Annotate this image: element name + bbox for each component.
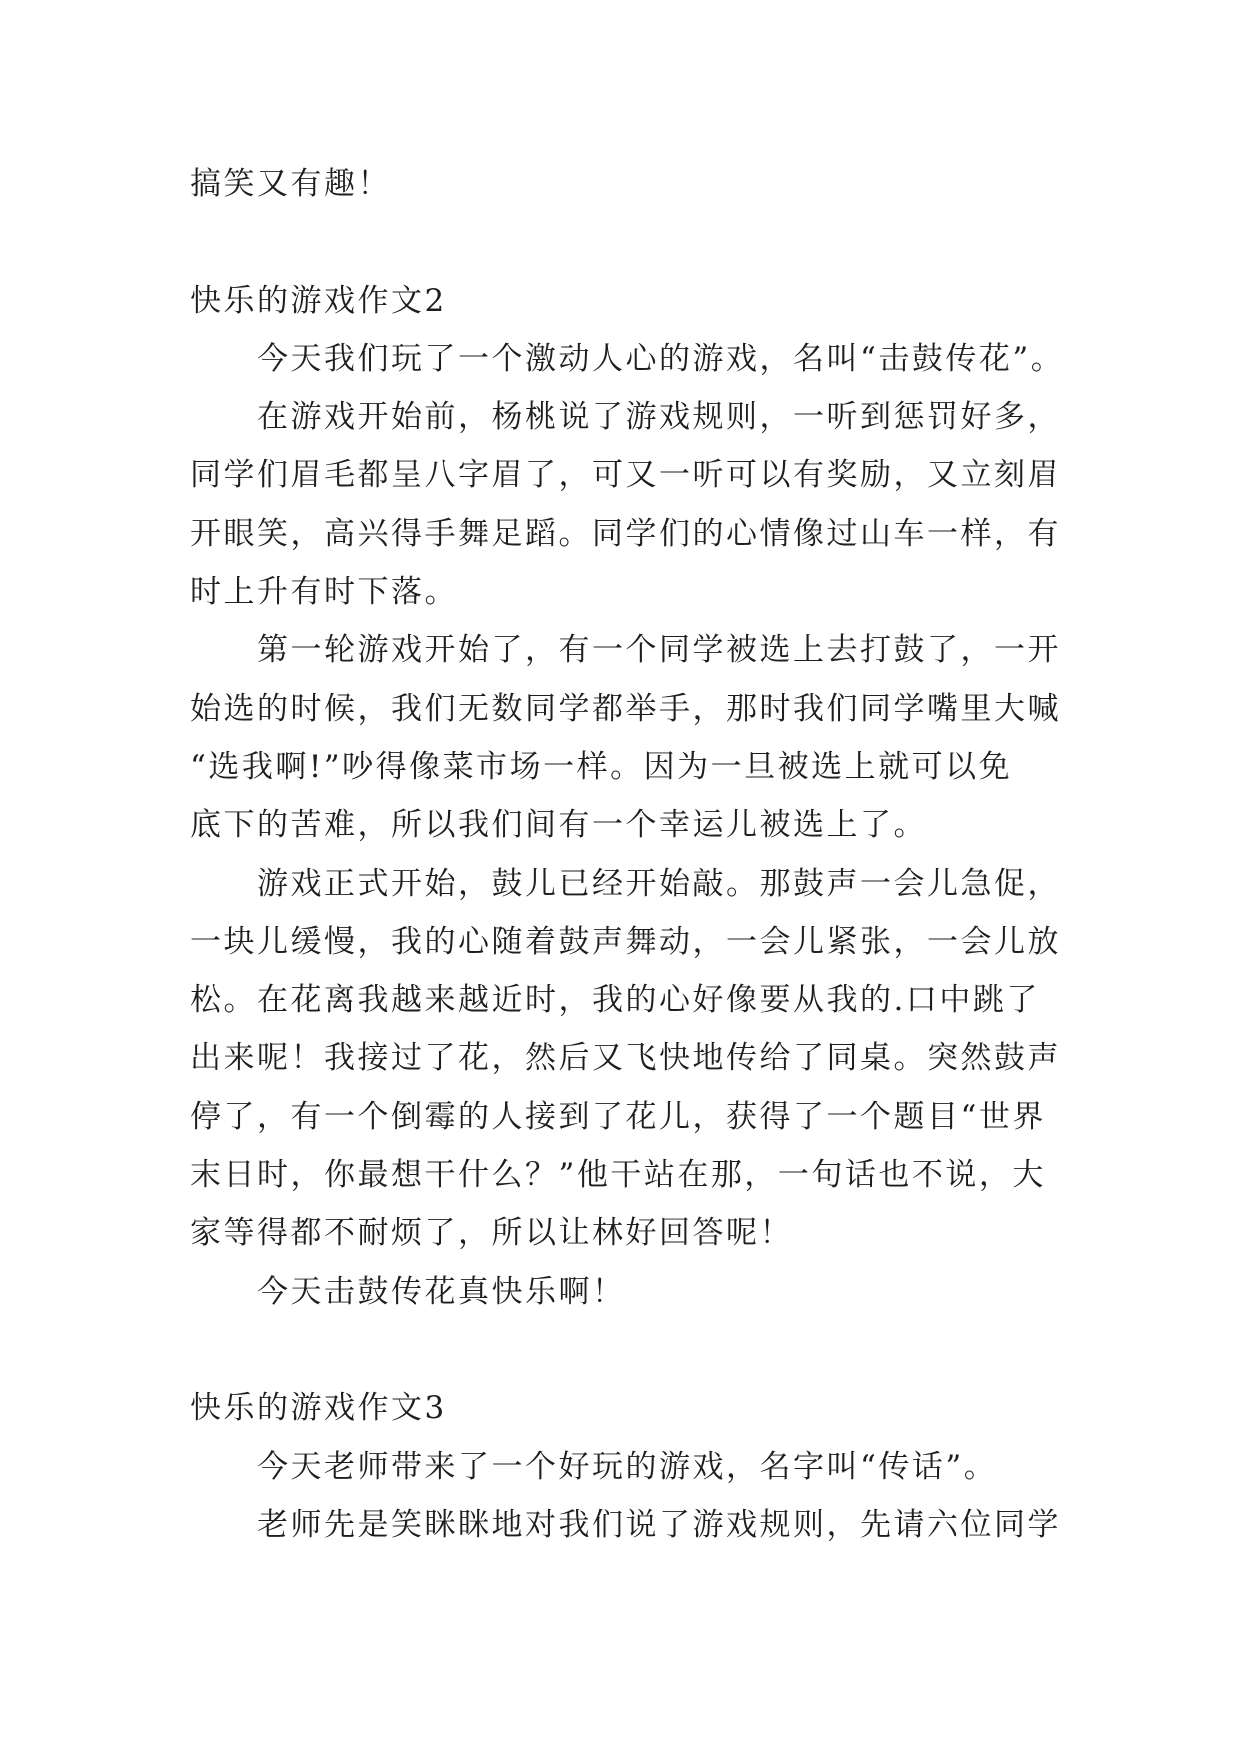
section-title: 快乐的游戏作文3 [190, 1390, 447, 1427]
section-title: 快乐的游戏作文2 [190, 282, 447, 319]
paragraph-line: 出来呢！我接过了花，然后又飞快地传给了同桌。突然鼓声 [190, 1040, 1061, 1077]
paragraph [190, 1263, 1150, 1321]
paragraph [190, 330, 1150, 388]
paragraph-line: 在游戏开始前，杨桃说了游戏规则，一听到惩罚好多， [257, 399, 1061, 436]
paragraph-line: 一块儿缓慢，我的心随着鼓声舞动，一会儿紧张，一会儿放 [190, 923, 1061, 960]
paragraph-line: 同学们眉毛都呈八字眉了，可又一听可以有奖励，又立刻眉 [190, 457, 1061, 494]
paragraph [190, 388, 1150, 621]
fragment-paragraph [190, 155, 1150, 213]
fragment-line: 搞笑又有趣！ [190, 166, 391, 202]
paragraph-line: 末日时，你最想干什么？”他干站在那，一句话也不说，大 [190, 1157, 1046, 1194]
paragraph [190, 621, 1150, 854]
paragraph-line: “选我啊!”吵得像菜市场一样。因为一旦被选上就可以免 [190, 748, 1013, 785]
paragraph-line: 底下的苦难，所以我们间有一个幸运儿被选上了。 [190, 807, 927, 844]
paragraph-line: 今天我们玩了一个激动人心的游戏，名叫“击鼓传花”。 [257, 340, 1065, 377]
paragraph [190, 1438, 1150, 1496]
paragraph [190, 855, 1150, 1263]
paragraph-line: 时上升有时下落。 [190, 574, 458, 611]
paragraph-line: 老师先是笑眯眯地对我们说了游戏规则，先请六位同学 [257, 1506, 1061, 1543]
paragraph-line: 开眼笑，高兴得手舞足蹈。同学们的心情像过山车一样，有 [190, 515, 1061, 552]
paragraph-line: 家等得都不耐烦了，所以让林好回答呢！ [190, 1215, 793, 1252]
essay-section-2 [190, 272, 1150, 1321]
paragraph-line: 松。在花离我越来越近时，我的心好像要从我的.口中跳了 [190, 982, 1040, 1019]
essay-section-3 [190, 1379, 1150, 1554]
paragraph-line: 今天老师带来了一个好玩的游戏，名字叫“传话”。 [257, 1448, 998, 1485]
paragraph-line: 始选的时候，我们无数同学都举手，那时我们同学嘴里大喊 [190, 690, 1061, 727]
paragraph-line: 游戏正式开始，鼓儿已经开始敲。那鼓声一会儿急促， [257, 865, 1061, 902]
paragraph [190, 1496, 1150, 1554]
paragraph-line: 第一轮游戏开始了，有一个同学被选上去打鼓了，一开 [257, 632, 1061, 669]
document-body [190, 155, 1150, 1554]
paragraph-line: 今天击鼓传花真快乐啊！ [257, 1273, 626, 1310]
paragraph-line: 停了，有一个倒霉的人接到了花儿，获得了一个题目“世界 [190, 1098, 1046, 1135]
